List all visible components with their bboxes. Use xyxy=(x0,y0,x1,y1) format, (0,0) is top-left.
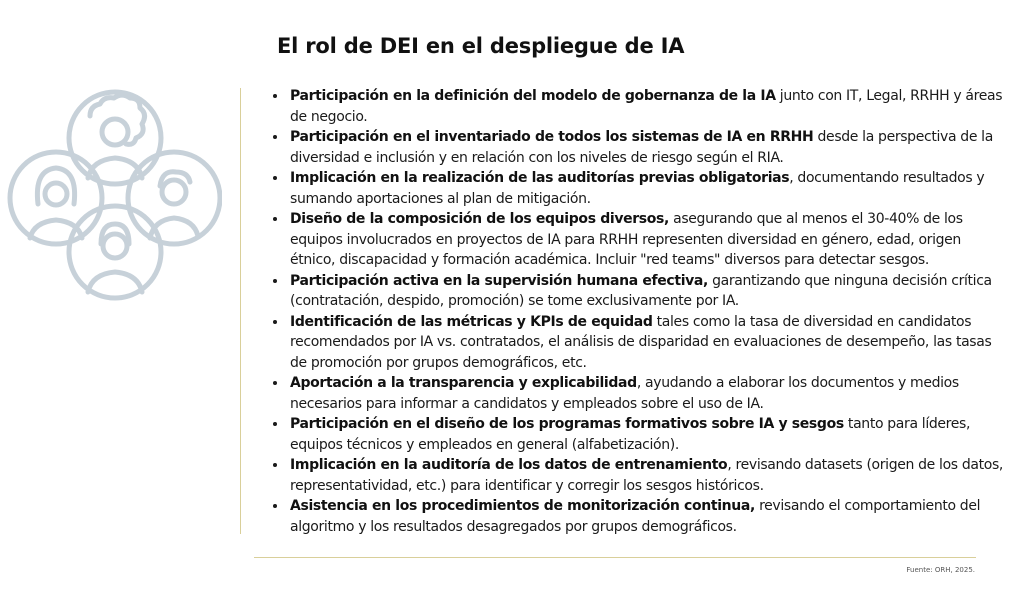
source-note: Fuente: ORH, 2025. xyxy=(906,566,975,574)
page-title: El rol de DEI en el despliegue de IA xyxy=(277,34,685,58)
list-item: • Aportación a la transparencia y explicabilidad, ayudando a elaborar los documentos y medios necesarios para informar a candidatos y empleados sobre el uso de IA. xyxy=(288,373,1008,414)
list-item: • Identificación de las métricas y KPIs de equidad tales como la tasa de diversidad en candidatos recomendados por IA vs. contratados, el análisis de disparidad en evaluaciones de desempeño, las tasas de promoción por grupos demográficos, etc. xyxy=(288,312,1008,374)
list-item: • Implicación en la realización de las auditorías previas obligatorias, documentando resultados y sumando aportaciones al plan de mitigación. xyxy=(288,168,1008,209)
list-item: • Diseño de la composición de los equipos diversos, asegurando que al menos el 30-40% de los equipos involucrados en proyectos de IA para RRHH representen diversidad en género, edad, origen étnico, discapacidad y formación académica. Incluir "red teams" diversos para detectar sesgos. xyxy=(288,209,1008,271)
list-item: • Participación activa en la supervisión humana efectiva, garantizando que ninguna decisión crítica (contratación, despido, promoción) se tome exclusivamente por IA. xyxy=(288,271,1008,312)
horizontal-divider xyxy=(254,557,976,558)
list-item: • Participación en la definición del modelo de gobernanza de la IA junto con IT, Legal, RRHH y áreas de negocio. xyxy=(288,86,1008,127)
vertical-divider xyxy=(240,88,241,534)
list-item: • Participación en el diseño de los programas formativos sobre IA y sesgos tanto para líderes, equipos técnicos y empleados en general (alfabetización). xyxy=(288,414,1008,455)
diverse-people-group-icon xyxy=(4,86,222,302)
dei-role-list xyxy=(270,86,1008,537)
list-item: • Asistencia en los procedimientos de monitorización continua, revisando el comportamiento del algoritmo y los resultados desagregados por grupos demográficos. xyxy=(288,496,1008,537)
list-item: • Implicación en la auditoría de los datos de entrenamiento, revisando datasets (origen de los datos, representatividad, etc.) para identificar y corregir los sesgos históricos. xyxy=(288,455,1008,496)
list-item: • Participación en el inventariado de todos los sistemas de IA en RRHH desde la perspectiva de la diversidad e inclusión y en relación con los niveles de riesgo según el RIA. xyxy=(288,127,1008,168)
